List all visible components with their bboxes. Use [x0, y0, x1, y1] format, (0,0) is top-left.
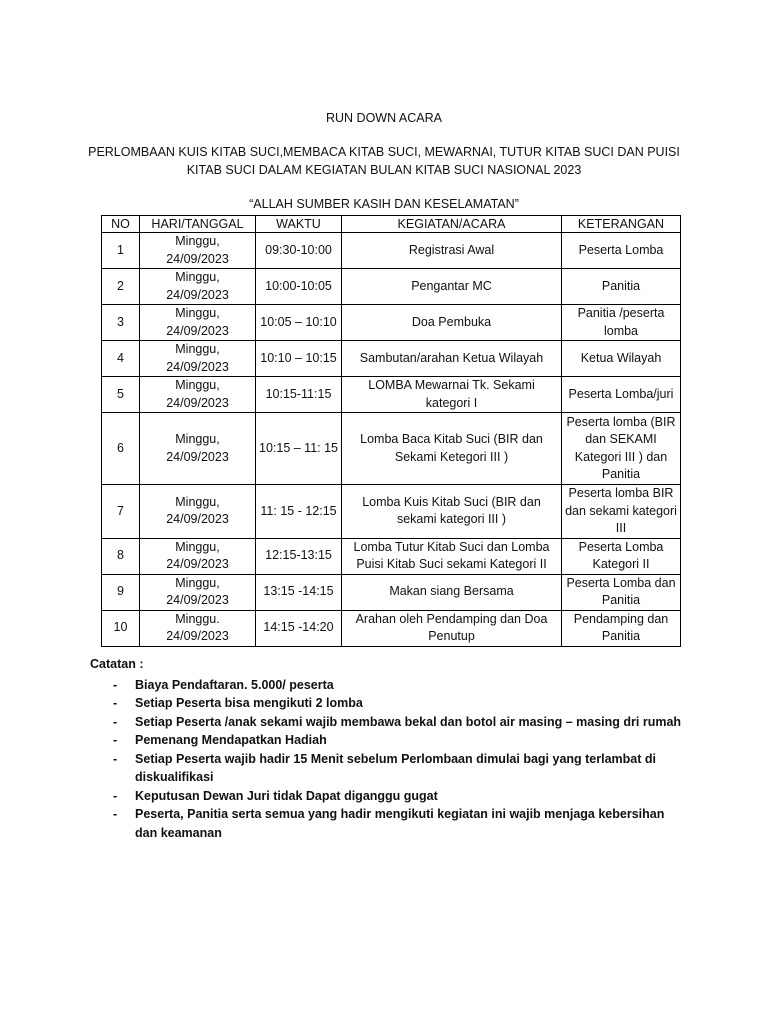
table-row [102, 305, 681, 341]
cell-no: 8 [102, 538, 140, 574]
cell-date: Minggu, 24/09/2023 [140, 413, 256, 485]
note-text: Peserta, Panitia serta semua yang hadir mengikuti kegiatan ini wajib menjaga kebersihan dan keamanan [135, 807, 665, 840]
table-row [102, 233, 681, 269]
column-header-no: NO [102, 216, 140, 233]
cell-activity: Makan siang Bersama [342, 574, 562, 610]
note-text: Setiap Peserta /anak sekami wajib membawa bekal dan botol air masing – masing dri rumah [135, 714, 682, 729]
note-text: Setiap Peserta bisa mengikuti 2 lomba [135, 696, 363, 710]
note-text: Setiap Peserta wajib hadir 15 Menit sebelum Perlombaan dimulai bagi yang terlambat di diskualifikasi [135, 751, 656, 784]
table-row [102, 610, 681, 646]
column-header-activity: KEGIATAN/ACARA [342, 216, 562, 233]
notes-section [90, 655, 690, 842]
table-header-row [102, 216, 681, 233]
table-row [102, 269, 681, 305]
list-item [90, 694, 690, 713]
table-row [102, 485, 681, 539]
cell-time: 10:15-11:15 [256, 377, 342, 413]
cell-time: 10:00-10:05 [256, 269, 342, 305]
cell-date: Minggu, 24/09/2023 [140, 538, 256, 574]
cell-time: 13:15 -14:15 [256, 574, 342, 610]
cell-time: 14:15 -14:20 [256, 610, 342, 646]
cell-note: Peserta lomba (BIR dan SEKAMI Kategori III ) dan Panitia [562, 413, 681, 485]
notes-list [90, 676, 690, 843]
cell-date: Minggu, 24/09/2023 [140, 269, 256, 305]
list-item [90, 731, 690, 750]
table-row [102, 574, 681, 610]
table-row [102, 538, 681, 574]
event-subtitle: PERLOMBAAN KUIS KITAB SUCI,MEMBACA KITAB SUCI, MEWARNAI, TUTUR KITAB SUCI DAN PUISI KITAB SUCI DALAM KEGIATAN BULAN KITAB SUCI NASIONAL 2023 [88, 145, 680, 177]
column-header-note: KETERANGAN [562, 216, 681, 233]
column-header-date: HARI/TANGGAL [140, 216, 256, 233]
cell-date: Minggu, 24/09/2023 [140, 341, 256, 377]
cell-no: 4 [102, 341, 140, 377]
cell-time: 10:10 – 10:15 [256, 341, 342, 377]
cell-note: Peserta Lomba/juri [562, 377, 681, 413]
cell-note: Panitia [562, 269, 681, 305]
cell-no: 5 [102, 377, 140, 413]
list-item [90, 787, 690, 806]
rundown-table [101, 215, 681, 647]
cell-no: 9 [102, 574, 140, 610]
cell-time: 12:15-13:15 [256, 538, 342, 574]
cell-note: Peserta Lomba [562, 233, 681, 269]
bullet-dash: - [113, 677, 118, 692]
cell-note: Pendamping dan Panitia [562, 610, 681, 646]
cell-note: Peserta lomba BIR dan sekami kategori III [562, 485, 681, 539]
cell-date: Minggu, 24/09/2023 [140, 574, 256, 610]
bullet-dash: - [113, 751, 118, 766]
cell-time: 10:05 – 10:10 [256, 305, 342, 341]
cell-time: 09:30-10:00 [256, 233, 342, 269]
cell-activity: Lomba Tutur Kitab Suci dan Lomba Puisi Kitab Suci sekami Kategori II [342, 538, 562, 574]
cell-date: Minggu. 24/09/2023 [140, 610, 256, 646]
cell-activity: Lomba Baca Kitab Suci (BIR dan Sekami Ketegori III ) [342, 413, 562, 485]
note-text: Pemenang Mendapatkan Hadiah [135, 733, 327, 747]
cell-activity: Arahan oleh Pendamping dan Doa Penutup [342, 610, 562, 646]
table-row [102, 413, 681, 485]
note-text: Keputusan Dewan Juri tidak Dapat diganggu gugat [135, 788, 438, 803]
column-header-time: WAKTU [256, 216, 342, 233]
cell-no: 3 [102, 305, 140, 341]
cell-no: 1 [102, 233, 140, 269]
bullet-dash: - [113, 696, 118, 710]
bullet-dash: - [113, 733, 118, 747]
bullet-dash: - [113, 714, 118, 729]
table-row [102, 377, 681, 413]
cell-activity: Doa Pembuka [342, 305, 562, 341]
cell-note: Peserta Lomba Kategori II [562, 538, 681, 574]
cell-note: Ketua Wilayah [562, 341, 681, 377]
cell-activity: Sambutan/arahan Ketua Wilayah [342, 341, 562, 377]
cell-time: 10:15 – 11: 15 [256, 413, 342, 485]
cell-no: 2 [102, 269, 140, 305]
note-text: Biaya Pendaftaran. 5.000/ peserta [135, 677, 334, 692]
cell-no: 7 [102, 485, 140, 539]
table-row [102, 341, 681, 377]
cell-activity: Pengantar MC [342, 269, 562, 305]
cell-time: 11: 15 - 12:15 [256, 485, 342, 539]
cell-date: Minggu, 24/09/2023 [140, 305, 256, 341]
bullet-dash: - [113, 788, 118, 803]
event-theme: “ALLAH SUMBER KASIH DAN KESELAMATAN” [249, 197, 519, 211]
cell-activity: Lomba Kuis Kitab Suci (BIR dan sekami kategori III ) [342, 485, 562, 539]
list-item [90, 750, 690, 787]
cell-date: Minggu, 24/09/2023 [140, 377, 256, 413]
list-item [90, 805, 690, 842]
list-item [90, 676, 690, 695]
cell-date: Minggu, 24/09/2023 [140, 233, 256, 269]
cell-date: Minggu, 24/09/2023 [140, 485, 256, 539]
bullet-dash: - [113, 807, 118, 821]
cell-activity: Registrasi Awal [342, 233, 562, 269]
list-item [90, 713, 690, 732]
cell-no: 6 [102, 413, 140, 485]
page-title: RUN DOWN ACARA [326, 111, 442, 125]
cell-note: Peserta Lomba dan Panitia [562, 574, 681, 610]
cell-note: Panitia /peserta lomba [562, 305, 681, 341]
cell-no: 10 [102, 610, 140, 646]
cell-activity: LOMBA Mewarnai Tk. Sekami kategori I [342, 377, 562, 413]
notes-title: Catatan : [90, 657, 144, 671]
